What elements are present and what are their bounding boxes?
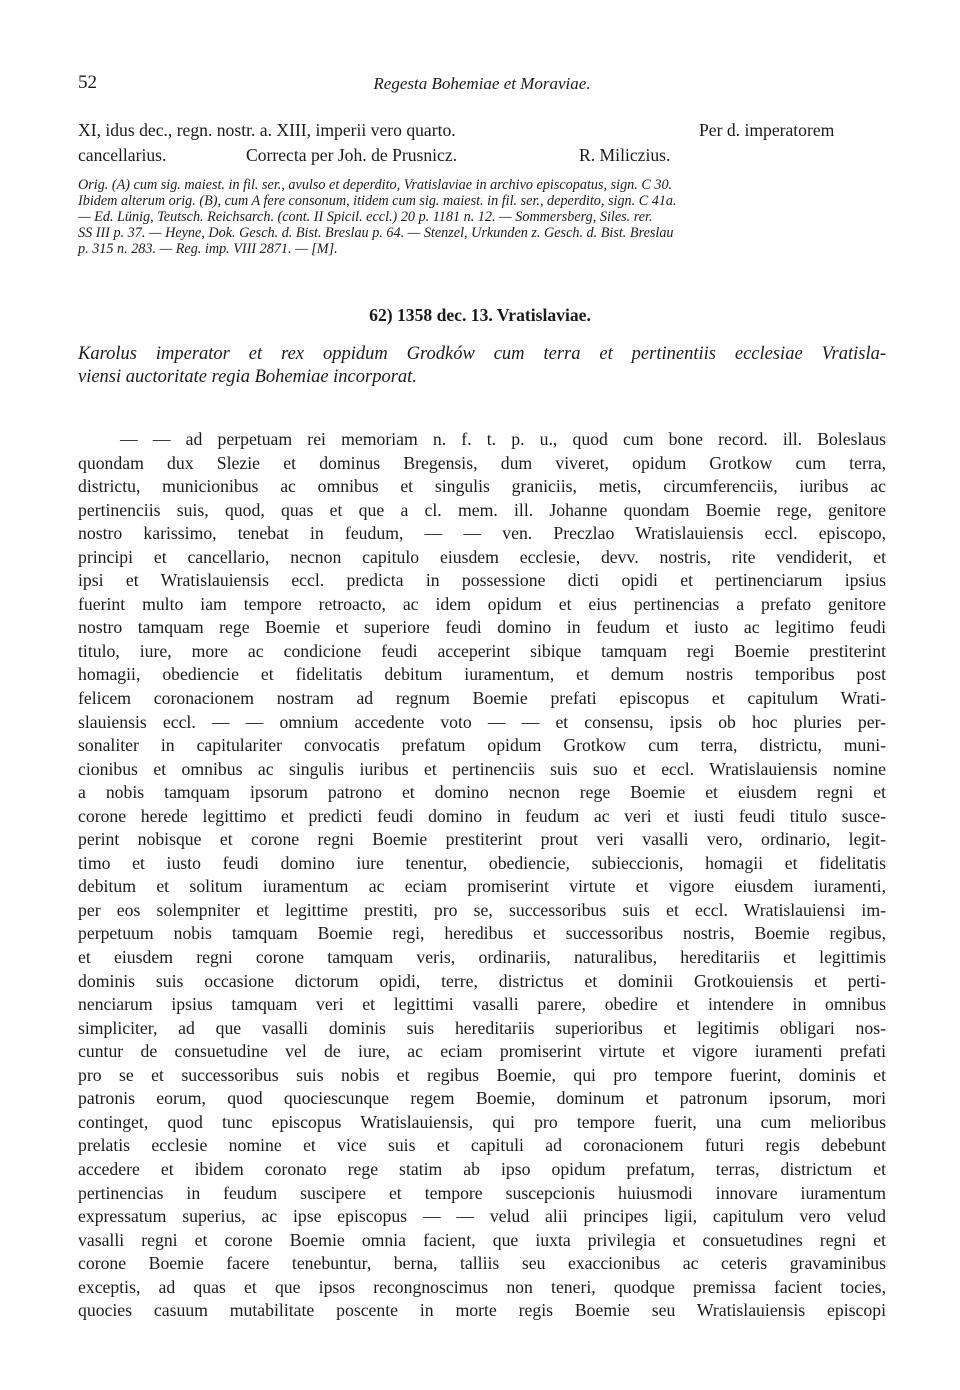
- note-line: — Ed. Lünig, Teutsch. Reichsarch. (cont. II Spicil. eccl.) 20 p. 1181 n. 12. — Sommersberg, Siles. rer.: [78, 209, 653, 225]
- body-line: titulo, iure, more ac condicione feudi acceperint sibique tamquam regi Boemie prestiterint: [78, 640, 886, 661]
- body-line: per eos solempniter et legittime prestiti, pro se, successoribus suis et eccl. Wratislauiensi im-: [78, 899, 886, 920]
- body-line: felicem coronacionem nostram ad regnum Boemie prefati episcopus et capitulum Wrati-: [78, 688, 886, 709]
- body-line: sonaliter in capitulariter convocatis prefatum opidum Grotkow cum terra, districtu, muni-: [78, 735, 886, 756]
- body-line: prelatis ecclesie nomine et vice suis et capituli ad coronacionem futuri regis debebunt: [78, 1135, 886, 1156]
- prev-line-1-left: XI, idus dec., regn. nostr. a. XIII, imperii vero quarto.: [78, 120, 456, 140]
- body-line: debitum et solitum iuramentum ac eciam promiserint virtute et vigore eiusdem iuramenti,: [78, 876, 886, 897]
- document-heading: 62) 1358 dec. 13. Vratislaviae.: [369, 305, 591, 325]
- prev-line-2-c: R. Miliczius.: [579, 145, 671, 165]
- prev-line-2: [78, 143, 886, 168]
- body-line: quocies casuum mutabilitate poscente in morte regis Boemie seu Wratislauiensis episcopi: [78, 1300, 886, 1321]
- note-line: Ibidem alterum orig. (B), cum A fere consonum, itidem cum sig. maiest. in fil. ser., deperdito, sign. C 41a.: [78, 193, 677, 209]
- body-line: — — ad perpetuam rei memoriam n. f. t. p. u., quod cum bone record. ill. Boleslaus: [120, 429, 886, 449]
- body-line: et eiusdem regni corone tamquam veris, ordinariis, naturalibus, hereditariis et legittimis: [78, 947, 886, 968]
- body-line: fuerint multo iam tempore retroacto, ac idem opidum et eius pertinencias a prefato genitore: [78, 593, 886, 614]
- body-line: pertinencias in feudum suscipere et tempore suscepcionis huiusmodi innovare iuramentum: [78, 1182, 886, 1203]
- note-line: Orig. (A) cum sig. maiest. in fil. ser., avulso et deperdito, Vratislaviae in archivo episcopatus, sign. C 30.: [78, 177, 673, 193]
- body-line: patronis eorum, quod quociescunque regem Boemie, dominum et patronum ipsorum, mori: [78, 1088, 886, 1109]
- body-line: slauiensis eccl. — — omnium accedente voto — — et consensu, ipsis ob hoc pluries per-: [78, 711, 886, 732]
- body-line: accedere et ibidem coronato rege statim ab ipso opidum prefatum, terras, districtum et: [78, 1158, 886, 1179]
- body-line: cionibus et omnibus ac singulis iuribus et pertinenciis suis suo et eccl. Wratislauiensis nomine: [78, 758, 886, 779]
- body-line: districtu, municionibus ac omnibus et singulis graniciis, metis, circumferenciis, iuribus ac: [78, 476, 886, 497]
- running-title: Regesta Bohemiae et Moraviae.: [373, 74, 591, 93]
- body-line: exceptis, ad quas et que ipsos recongnoscimus non teneri, quodque premissa facient tocies,: [78, 1276, 886, 1297]
- body-line: timo et iusto feudi domino iure tenentur, obediencie, subieccionis, homagii et fidelitatis: [78, 852, 886, 873]
- prev-line-2-b: Correcta per Joh. de Prusnicz.: [246, 145, 458, 165]
- document-body: [78, 428, 886, 1323]
- body-line: perint nobisque et corone regni Boemie prestiterint prout veri vasalli vero, ordinario, legit-: [78, 829, 886, 850]
- body-line: perpetuum nobis tamquam Boemie regi, heredibus et successoribus nostris, Boemie regibus,: [78, 923, 886, 944]
- body-line: quondam dux Slezie et dominus Bregensis, dum viveret, opidum Grotkow cum terra,: [78, 452, 886, 473]
- body-line: simpliciter, ad que vasalli dominis suis hereditariis superioribus et legitimis obligari nos-: [78, 1017, 886, 1038]
- body-line: nostro tamquam rege Boemie et superiore feudi domino in feudum et iusto ac legitimo feudi: [78, 617, 886, 638]
- body-line: cuntur de consuetudine vel de iure, ac eciam promiserint virtute et vigore iuramenti prefati: [78, 1041, 886, 1062]
- body-line: vasalli regni et corone Boemie omnia facient, que iuxta privilegia et consuetudines regni et: [78, 1229, 886, 1250]
- body-line: corone Boemie facere tenebuntur, berna, talliis seu exaccionibus ac ceteris gravaminibus: [78, 1253, 886, 1274]
- previous-document-end: [78, 118, 886, 168]
- body-line: nenciarum ipsius tamquam veri et legittimi vasalli parere, obedire et intendere in omnibus: [78, 994, 886, 1015]
- body-line: continget, quod tunc episcopus Wratislauiensis, qui pro tempore fuerit, una cum melioribus: [78, 1111, 886, 1132]
- body-line: a nobis tamquam ipsorum patrono et domino necnon rege Boemie et eiusdem regni et: [78, 782, 886, 803]
- critical-notes: [78, 177, 886, 257]
- note-line: SS III p. 37. — Heyne, Dok. Gesch. d. Bist. Breslau p. 64. — Stenzel, Urkunden z. Gesch. d. Bist. Breslau: [78, 225, 674, 241]
- body-line: corone herede legittimo et predicti feudi domino in feudum ac veri et iusti feudi titulo susce-: [78, 805, 886, 826]
- body-line: pertinenciis suis, quod, quas et que a cl. mem. ill. Johanne quondam Boemie rege, genitore: [78, 499, 886, 520]
- body-line: ipsi et Wratislauiensis eccl. predicta in possessione dicti opidi et pertinenciarum ipsius: [78, 570, 886, 591]
- body-line: homagii, obediencie et fidelitatis debitum iuramentum, et demum nostris temporibus post: [78, 664, 886, 685]
- note-line: p. 315 n. 283. — Reg. imp. VIII 2871. — [M].: [78, 241, 338, 257]
- body-line: pro se et successoribus suis nobis et regibus Boemie, qui pro tempore fuerint, dominis et: [78, 1064, 886, 1085]
- summary-line: Karolus imperator et rex oppidum Grodków cum terra et pertinentiis ecclesiae Vratisla-: [78, 344, 886, 364]
- body-line: expressatum superius, ac ipse episcopus — — velud alii principes ligii, capitulum vero velud: [78, 1206, 886, 1227]
- body-line: principi et cancellario, necnon capitulo eiusdem ecclesie, devv. nostris, rite vendiderit, et: [78, 546, 886, 567]
- document-summary: [78, 343, 886, 389]
- prev-line-1-right: Per d. imperatorem: [699, 120, 835, 140]
- page-header: [78, 72, 886, 102]
- body-line: dominis suis occasione dictorum opidi, terre, districtus et dominii Grotkouiensis et perti-: [78, 970, 886, 991]
- prev-line-2-a: cancellarius.: [78, 145, 167, 165]
- page-number: 52: [78, 72, 97, 93]
- body-line: nostro karissimo, tenebat in feudum, — — ven. Preczlao Wratislauiensis eccl. episcopo,: [78, 523, 886, 544]
- prev-line-1: [78, 118, 886, 143]
- summary-line: viensi auctoritate regia Bohemiae incorporat.: [78, 367, 417, 387]
